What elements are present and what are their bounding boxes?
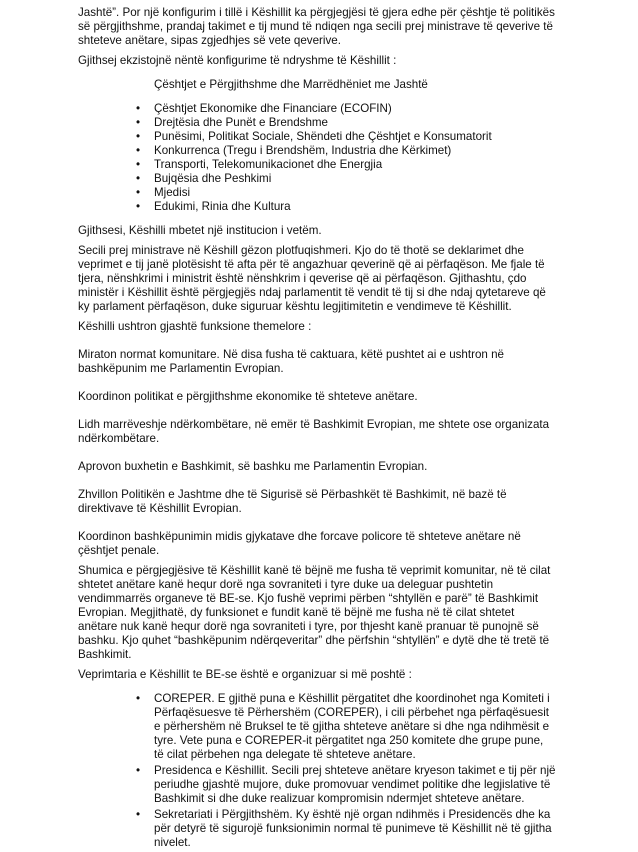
list-item: • Sekretariati i Përgjithshëm. Ky është një organ ndihmës i Presidencës dhe ka për detyrë të sigurojë funksionimin normal të punimeve të Këshillit në të gjitha nivelet. <box>78 808 556 850</box>
function-item: Aprovon buxhetin e Bashkimit, së bashku me Parlamentin Evropian. <box>78 460 428 473</box>
function-item: Koordinon politikat e përgjithshme ekonomike të shteteve anëtare. <box>78 390 418 403</box>
list-item: • Edukimi, Rinia dhe Kultura <box>78 200 556 214</box>
total-configs-text: Gjithsej ekzistojnë nëntë konfigurime të ndryshme të Këshillit : <box>78 54 397 67</box>
list-item: • Bujqësia dhe Peshkimi <box>78 172 556 186</box>
function-item: Zhvillon Politikën e Jashtme dhe të Sigurisë së Përbashkët të Bashkimit, në bazë të direktivave të Këshillit Evropian. <box>78 488 507 515</box>
list-item: • Presidenca e Këshillit. Secili prej shteteve anëtare kryeson takimet e tij për një periudhe gjashtë mujore, duke promovuar vendimet politike dhe legjislative të Bashkimit si dhe duke realizuar kompromisin ndermjet shteteve anëtare. <box>78 764 556 806</box>
config-list <box>78 102 556 214</box>
intro-continuation: Jashtë”. Por një konfigurim i tillë i Këshillit ka përgjegjësi të gjera edhe për çështje të politikës së përgjithshme, prandaj takimet e tij mund të ndiqen nga secili prej ministrave të qeverive të shteteve anëtare, sipas zgjedhjes së vete qeverive. <box>78 6 555 47</box>
organization-intro: Veprimtaria e Këshillit te BE-se është e organizuar si më poshtë : <box>78 668 412 681</box>
function-item: Lidh marrëveshje ndërkombëtare, në emër të Bashkimit Evropian, me shtete ose organizata ndërkombëtare. <box>78 418 550 445</box>
list-item: • Drejtësia dhe Punët e Brendshme <box>78 116 556 130</box>
config-heading: Çështjet e Përgjithshme dhe Marrëdhëniet me Jashtë <box>154 78 428 91</box>
list-item: • Konkurrenca (Tregu i Brendshëm, Industria dhe Kërkimet) <box>78 144 556 158</box>
functions-intro: Këshilli ushtron gjashtë funksione themelore : <box>78 320 312 333</box>
function-item: Miraton normat komunitare. Në disa fusha të caktuara, këtë pushtet ai e ushtron në bashkëpunim me Parlamentin Evropian. <box>78 348 504 375</box>
list-item: • Çështjet Ekonomike dhe Financiare (ECOFIN) <box>78 102 556 116</box>
single-institution-text: Gjithsesi, Këshilli mbetet një institucion i vetëm. <box>78 224 322 237</box>
list-item: • Mjedisi <box>78 186 556 200</box>
list-item: • Transporti, Telekomunikacionet dhe Energjia <box>78 158 556 172</box>
list-item: • COREPER. E gjithë puna e Këshillit përgatitet dhe koordinohet nga Komiteti i Përfaqësuesve të Përhershëm (COREPER), i cili përbehet nga përfaqësuesit e përhershëm në Bruksel te të gjitha shteteve anëtare si dhe nga ndihmësit e tyre. Vete puna e COREPER-it përgatitet nga 250 komitete dhe grupe pune, të cilat përbehen nga delegate të shteteve anëtare. <box>78 692 556 762</box>
organization-list <box>78 692 556 850</box>
function-item: Koordinon bashkëpunimin midis gjykatave dhe forcave policore të shteteve anëtare në çështjet penale. <box>78 530 521 557</box>
list-item: • Punësimi, Politikat Sociale, Shëndeti dhe Çështjet e Konsumatorit <box>78 130 556 144</box>
document-page <box>78 6 556 852</box>
ministers-paragraph: Secili prej ministrave në Këshill gëzon plotfuqishmeri. Kjo do të thotë se deklarimet dhe veprimet e tij janë plotësisht të afta për të angazhuar qeverinë që ai përfaqëson. Me fjale të tjera, nënshkrimi i ministrit është nënshkrim i qeverise që ai përfaqëson. Gjithashtu, çdo ministër i Këshillit është përgjegjës ndaj parlamentit të vendit të tij si dhe ndaj qytetareve që ky parlament përfaqëson, duke siguruar kështu legjitimitetin e vendimeve të Këshillit. <box>78 244 546 313</box>
responsibilities-paragraph: Shumica e përgjegjësive të Këshillit kanë të bëjnë me fusha të veprimit komunitar, në të cilat shtetet anëtare kanë hequr dorë nga sovraniteti i tyre duke ua deleguar pushtetin vendimmarrës organeve të BE-se. Kjo fushë veprimi përben “shtyllën e parë” të Bashkimit Evropian. Megjithatë, dy funksionet e fundit kanë të bëjnë me fusha në të cilat shtetet anëtare nuk kanë hequr dorë nga sovraniteti i tyre, por thjesht kanë pranuar të punojnë së bashku. Kjo quhet “bashkëpunim ndërqeveritar” dhe përfshin “shtyllën” e dytë dhe të tretë të Bashkimit. <box>78 564 551 661</box>
